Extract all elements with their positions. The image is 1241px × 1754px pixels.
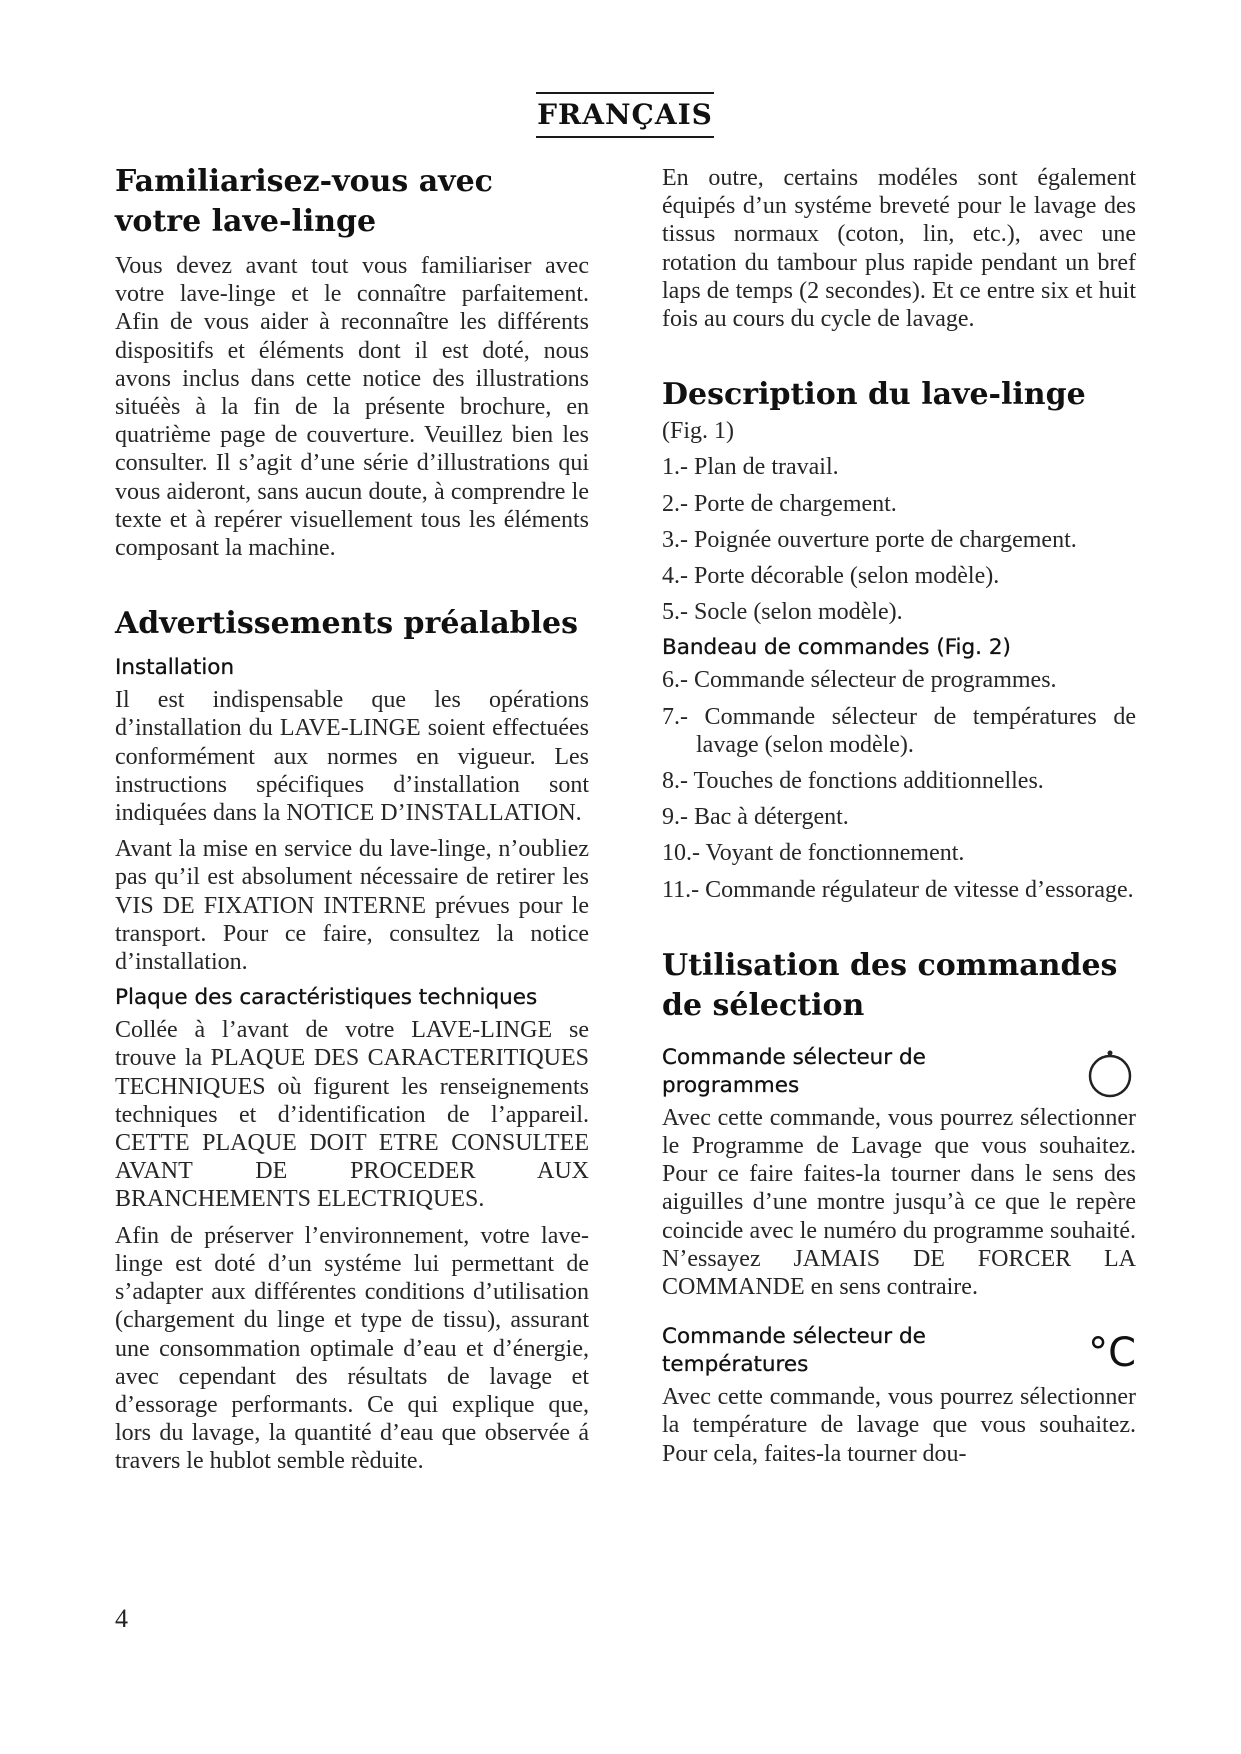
paragraph-temperatures: Avec cette commande, vous pourrez sélectionner la température de lavage que vous souhaitez. Pour cela, faites-la tourner dou- bbox=[662, 1384, 1136, 1467]
subtitle-temperatures: Commande sélecteur de températures bbox=[662, 1324, 926, 1378]
temp-subheader bbox=[662, 1323, 1136, 1379]
list-item: 4.- Porte décorable (selon modèle). bbox=[662, 563, 1000, 590]
temperature-celsius-icon: °C bbox=[1088, 1330, 1136, 1377]
paragraph-plaque-2: Afin de préserver l’environnement, votre lave-linge est doté d’un systéme lui permettant de s’adapter aux différentes conditions d’utilisation (chargement du linge et type de tissu), assurant une consommation optimale d’eau et d’énergie, avec cependant des résultats de lavage et d’essorage performants. Ce qui explique que, lors du lavage, la quantité d’eau que observée á travers le hublot semble rèduite. bbox=[115, 1222, 589, 1475]
program-knob-icon bbox=[1084, 1048, 1136, 1104]
prog-subheader bbox=[662, 1044, 1136, 1100]
description-list bbox=[662, 453, 1136, 626]
section-title-description: Description du lave-linge bbox=[662, 377, 1086, 413]
section-title-utilisation: Utilisation des commandes de sélection bbox=[662, 947, 1118, 1023]
list-item: 6.- Commande sélecteur de programmes. bbox=[662, 667, 1057, 694]
list-item: 1.- Plan de travail. bbox=[662, 454, 839, 481]
list-item: 10.- Voyant de fonctionnement. bbox=[662, 840, 965, 867]
list-item: 8.- Touches de fonctions additionnelles. bbox=[662, 768, 1044, 795]
paragraph-installation-1: Il est indispensable que les opérations d’installation du LAVE-LINGE soient effectuées conformément aux normes en vigueur. Les instructions spécifiques d’installation sont indiquées dans la NOTICE D’INSTALLATION. bbox=[115, 687, 589, 827]
subtitle-installation: Installation bbox=[115, 655, 235, 681]
subtitle-bandeau: Bandeau de commandes (Fig. 2) bbox=[662, 635, 1011, 661]
list-item: 3.- Poignée ouverture porte de chargement. bbox=[662, 526, 1077, 553]
section-title-familiarisez: Familiarisez-vous avec votre lave-linge bbox=[115, 164, 493, 239]
list-item: 5.- Socle (selon modèle). bbox=[662, 599, 903, 626]
page-number: 4 bbox=[115, 1604, 128, 1633]
subtitle-programmes: Commande sélecteur de programmes bbox=[662, 1044, 926, 1098]
subtitle-plaque: Plaque des caractéristiques techniques bbox=[115, 985, 538, 1011]
paragraph-familiarisez: Vous devez avant tout vous familiariser avec votre lave-linge et le connaître parfaitement. Afin de vous aider à reconnaître les différents dispositifs et éléments dont il est doté, nous avons inclus dans cette notice des illustrations situéès à la fin de la présente brochure, en quatrième page de couverture. Veuillez bien les consulter. Il s’agit d’une série d’illustrations qui vous aideront, sans aucun doute, à comprendre le texte et à repérer visuellement tous les éléments composant la machine. bbox=[115, 253, 589, 562]
list-item: 11.- Commande régulateur de vitesse d’essorage. bbox=[662, 876, 1134, 903]
paragraph-installation-2: Avant la mise en service du lave-linge, n’oubliez pas qu’il est absolument nécessaire de retirer les VIS DE FIXATION INTERNE prévues pour le transport. Pour ce faire, consultez la notice d’installation. bbox=[115, 836, 589, 976]
list-item: 9.- Bac à détergent. bbox=[662, 804, 849, 831]
right-column bbox=[662, 164, 1136, 1476]
paragraph-programmes: Avec cette commande, vous pourrez sélectionner le Programme de Lavage que vous souhaitez. Pour ce faire faites-la tourner dans le sens des aiguilles d’une montre jusqu’à ce que le repère coincide avec le numéro du programme souhaité. N’essayez JAMAIS DE FORCER LA COMMANDE en sens contraire. bbox=[662, 1104, 1136, 1301]
fig-reference: (Fig. 1) bbox=[662, 418, 734, 445]
bandeau-list bbox=[662, 666, 1136, 903]
language-header: FRANÇAIS bbox=[536, 92, 714, 138]
section-title-advertissements: Advertissements préalables bbox=[115, 606, 579, 642]
list-item: 7.- Commande sélecteur de températures de lavage (selon modèle). bbox=[662, 703, 1136, 758]
list-item: 2.- Porte de chargement. bbox=[662, 490, 897, 517]
left-column bbox=[115, 162, 589, 1484]
paragraph-intro: En outre, certains modéles sont également équipés d’un systéme breveté pour le lavage des tissus normaux (coton, lin, etc.), avec une rotation du tambour plus rapide pendant un bref laps de temps (2 secondes). Et ce entre six et huit fois au cours du cycle de lavage. bbox=[662, 165, 1136, 333]
paragraph-plaque-1: Collée à l’avant de votre LAVE-LINGE se trouve la PLAQUE DES CARACTERITIQUES TECHNIQUES où figurent les renseignements techniques et d’identification de l’appareil. CETTE PLAQUE DOIT ETRE CONSULTEE AVANT DE PROCEDER AUX BRANCHEMENTS ELECTRIQUES. bbox=[115, 1017, 589, 1213]
